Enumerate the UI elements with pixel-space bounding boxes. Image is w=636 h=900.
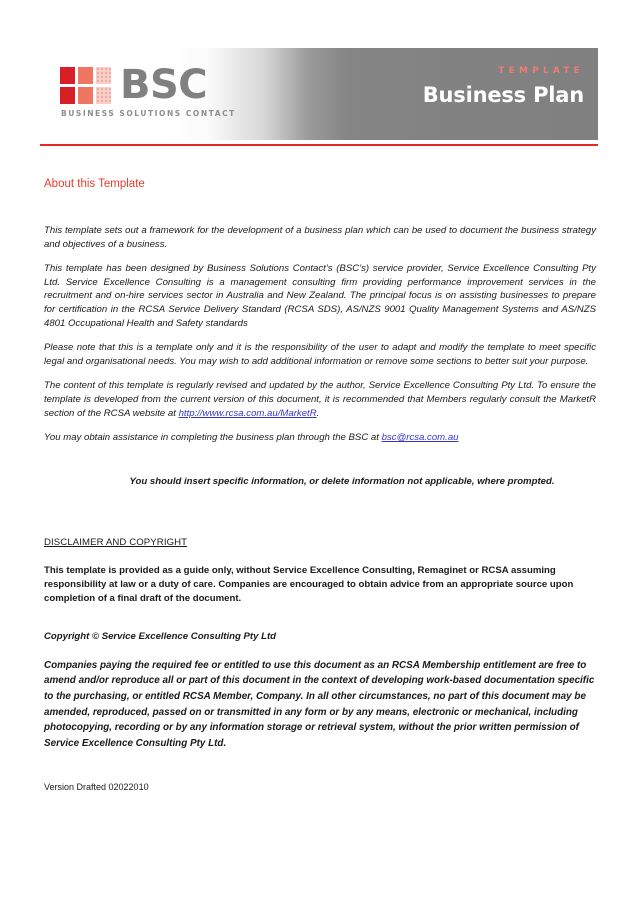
paragraph-assistance [44,431,596,445]
section-heading-about: About this Template [44,178,145,190]
copyright-line: Copyright © Service Excellence Consulting Pty Ltd [44,630,277,642]
paragraph-revision-tail: . [316,407,320,419]
logo-square-dark-1 [60,67,75,84]
logo-mark-row [60,62,208,108]
logo-squares-grid [60,67,111,104]
disclaimer-heading: DISCLAIMER AND COPYRIGHT [44,536,188,548]
rcsa-website-link[interactable]: http://www.rcsa.com.au/MarketR [178,407,317,419]
logo-wordmark: BSC [120,62,208,108]
document-header [40,48,598,146]
paragraph-assistance-lead: You may obtain assistance in completing the business plan through the BSC at [44,432,382,444]
header-red-rule [40,144,598,146]
header-title-block [423,66,584,107]
copyright-body: Companies paying the required fee or entitled to use this document as an RCSA Membership entitlement are free to amend and/or reproduce all or part of this document in the context of developing work-based documentation specific to the purchasing, or entitled RCSA Member, Company. In all other circumstances, no part of this document may be amended, reproduced, passed on or transmitted in any form or by any means, electronic or mechanical, including photocopying, recording or by any information storage or retrieval system, without the prior written permission of Service Excellence Consulting Pty Ltd. [44,659,595,749]
logo-tagline: BUSINESS SOLUTIONS CONTACT [61,109,236,118]
paragraph-revision [44,379,596,420]
paragraph-designer: This template has been designed by Business Solutions Contact’s (BSC’s) service provider, Service Excellence Consulting Pty Ltd. Service Excellence Consulting is a management consulting firm providing performance improvement services in the recruitment and on-hire services sector in Australia and New Zealand. The principal focus is on assisting businesses to prepare for certification in the RCSA Service Delivery Standard (RCSA SDS), AS/NZS 9001 Quality Management Systems and AS/NZS 4801 Occupational Health and Safety standards [44,263,596,329]
logo-square-light-2 [96,87,111,104]
logo-square-mid-2 [78,87,93,104]
version-line: Version Drafted 02022010 [44,782,149,793]
header-kicker: TEMPLATE [498,66,584,76]
callout-instruction: You should insert specific information, or delete information not applicable, where prompted. [129,475,555,487]
paragraph-intro: This template sets out a framework for the development of a business plan which can be used to document the business strategy and objectives of a business. [44,225,596,250]
document-content [44,178,596,794]
paragraph-please-note: Please note that this is a template only and it is the responsibility of the user to adapt and modify the template to meet specific legal and organisational needs. You may wish to add additional information or remove some sections to better suit your purpose. [44,342,596,367]
logo-square-dark-2 [60,87,75,104]
paragraph-revision-lead: The content of this template is regularly revised and updated by the author, Service Excellence Consulting Pty Ltd. To ensure the template is developed from the current version of this document, it is recommended that Members regularly consult the MarketR section of the RCSA website at [44,380,596,419]
document-title: Business Plan [422,83,584,107]
bsc-email-link[interactable]: bsc@rcsa.com.au [381,432,459,444]
logo-square-mid-1 [78,67,93,84]
bsc-logo [60,62,236,118]
logo-square-light-1 [96,67,111,84]
disclaimer-body: This template is provided as a guide only, without Service Excellence Consulting, Remaginet or RCSA assuming responsibility at law or a duty of care. Companies are encouraged to obtain advice from an appropriate source upon completion of a final draft of the document. [44,564,574,604]
